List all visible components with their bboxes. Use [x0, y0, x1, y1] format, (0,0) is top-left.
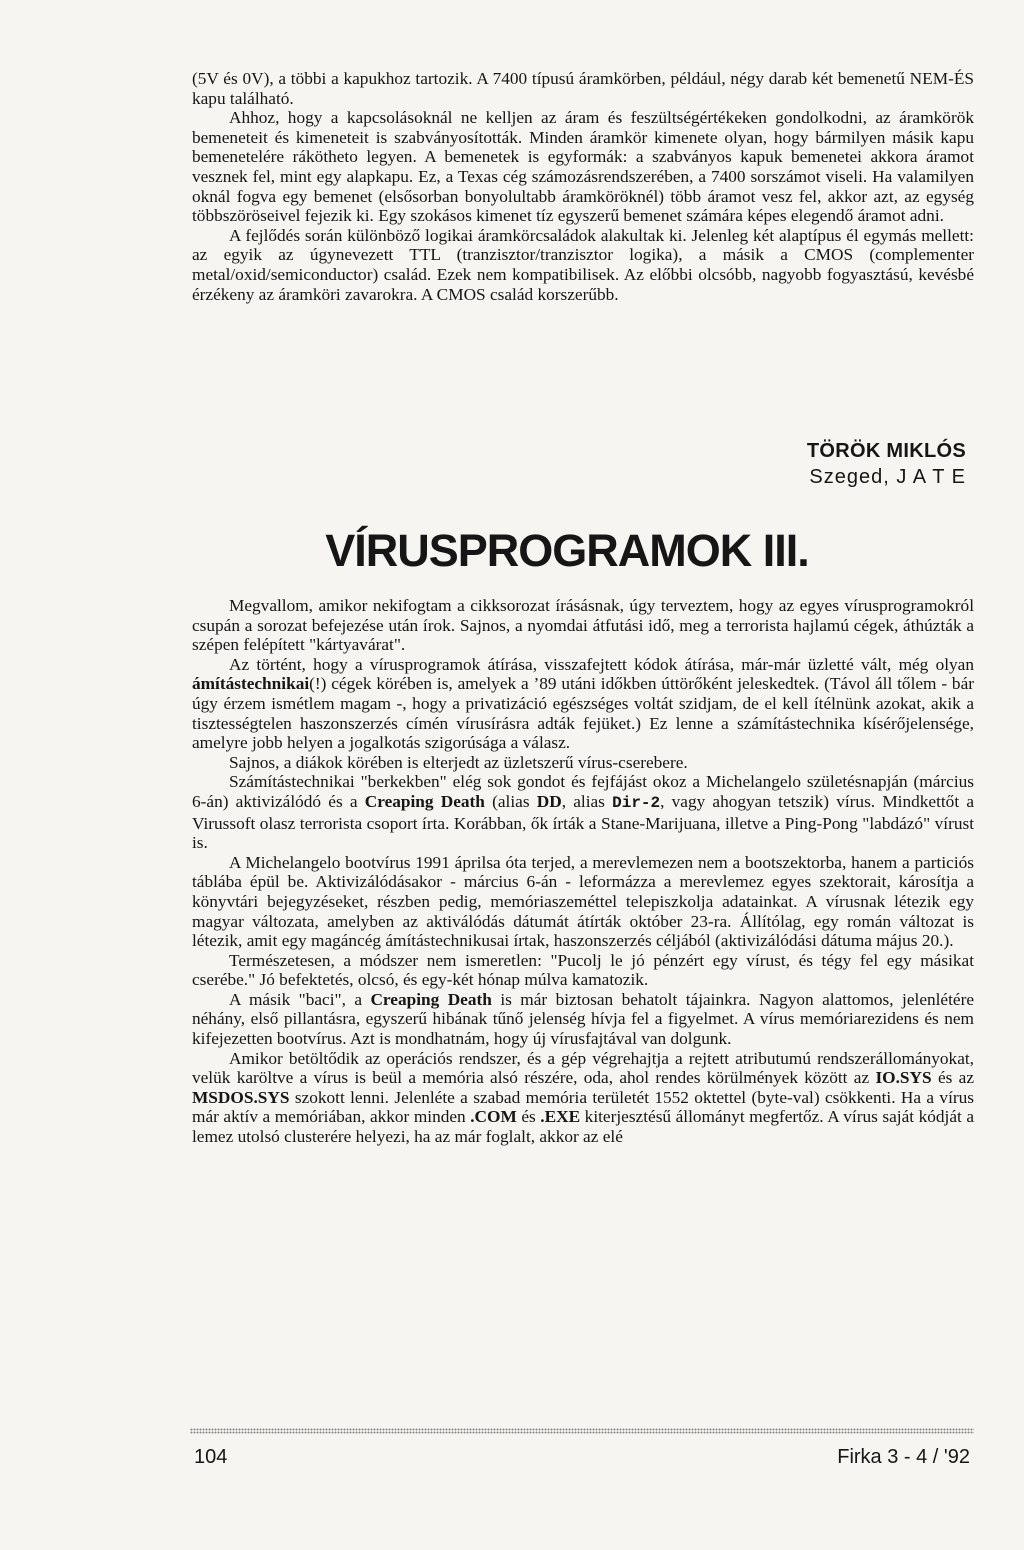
bold-term: .EXE	[540, 1107, 581, 1127]
paragraph	[192, 655, 974, 753]
text-run: (alias	[484, 791, 537, 811]
bold-term: .COM	[470, 1107, 517, 1127]
paragraph	[192, 990, 974, 1049]
bold-term: MSDOS.SYS	[192, 1087, 290, 1107]
page-number: 104	[194, 1446, 228, 1468]
article-title: VÍRUSPROGRAMOK III.	[325, 525, 809, 576]
bold-term: Dir-2	[612, 793, 661, 812]
paragraph: Sajnos, a diákok körében is elterjedt az üzletszerű vírus-cserebere.	[229, 752, 688, 772]
paragraph: A Michelangelo bootvírus 1991 áprilsa óta terjed, a merevlemezen nem a bootszektorba, hanem a particiós táblába épül be. Aktivizálódásakor - március 6-án - leformázza a merevlemez egyes szektorait, károsítja a könyvtári bejegyzéseket, részben pedig, memóriaszeméttel telepiszkolja adatainkat. A vírusnak létezik egy magyar változata, amelyben az aktiválódás dátumát átírták október 23-ra. Állítólag, egy román változat is létezik, amit egy magáncég ámítástechnikusai írtak, haszonszerzés céljából (aktivizálódási dátuma május 20.).	[192, 852, 974, 951]
bold-term: ámítástechnikai	[192, 674, 310, 694]
footer-dotted-rule	[190, 1428, 974, 1434]
text-run: kiterjesztésű állományt megfertőz. A vírus saját kódját a lemez utolsó clusterére helyezi, ha az már foglalt, akkor az elé	[192, 1107, 974, 1147]
text-run: Amikor betöltődik az operációs rendszer, és a gép végrehajtja a rejtett atributumú rendszerállományokat, velük karöltve a vírus is beül a memória alsó részére, oda, ahol rendes körülmények között az	[192, 1048, 974, 1088]
paragraph: A fejlődés során különböző logikai áramkörcsaládok alakultak ki. Jelenleg két alaptípus él egymás mellett: az egyik az úgynevezett TTL (tranzisztor/tranzisztor logika), a másik a CMOS (complementer metal/oxid/semiconductor) család. Ezek nem kompatibilisek. Az előbbi olcsóbb, nagyobb fogyasztású, kevésbé érzékeny az áramköri zavarokra. A CMOS család korszerűbb.	[192, 225, 974, 304]
bold-term: IO.SYS	[875, 1068, 932, 1088]
article-body	[192, 596, 974, 1147]
paragraph: (5V és 0V), a többi a kapukhoz tartozik. A 7400 típusú áramkörben, például, négy darab két bemenetű NEM-ÉS kapu található.	[192, 69, 974, 108]
text-run: (!) cégek körében is, amelyek a ’89 utáni időkben úttörőként jeleskedtek. (Távol áll tőlem - bár úgy érzem ismétlem magam -, hogy a privatizáció egészséges voltát szidjam, de el kell ítélnünk azokat, akik a tisztességtelen haszonszerzés címén vírusírásra adták fejüket.) Ez lenne a számítástechnika kísérőjelensége, amelyre jobb helyen a jogalkotás szigorúsága a válasz.	[192, 674, 974, 753]
text-run: is már biztosan behatolt tájainkra. Nagyon alattomos, jelenlétére néhány, első pillantásra, egyszerű hibának tűnő jelenség hívja fel a figyelmet. A vírus memóriarezidens és nem kifejezetten bootvírus. Azt is mondhatnám, hogy új vírusfajtával van dolgunk.	[192, 989, 974, 1049]
paragraph: Megvallom, amikor nekifogtam a cikksorozat írásásnak, úgy terveztem, hogy az egyes vírusprogramokról csupán a sorozat befejezése után írok. Sajnos, a nyomdai átfutási idő, meg a terrorista hajlamú cégek, áthúzták a szépen felépített "kártyavárat".	[192, 596, 974, 655]
text-run: A másik "baci", a	[229, 989, 371, 1009]
author-name: TÖRÖK MIKLÓS	[806, 440, 966, 462]
paragraph: Természetesen, a módszer nem ismeretlen: "Pucolj le jó pénzért egy vírust, és tégy fel egy másikat cserébe." Jó befektetés, olcsó, és egy-két hónap múlva kamatozik.	[192, 950, 974, 990]
text-run: és	[516, 1107, 541, 1127]
text-run: , alias	[561, 791, 613, 811]
text-run: és az	[931, 1068, 974, 1088]
paragraph	[192, 772, 974, 852]
journal-issue: Firka 3 - 4 / '92	[837, 1446, 970, 1468]
paragraph: Ahhoz, hogy a kapcsolásoknál ne kelljen az áram és feszültségértékeken gondolkodni, az áramkörök bemeneteit és kimeneteit is szabványosították. Minden áramkör kimenete olyan, hogy bármilyen másik kapu bemenetelére rákötheto legyen. A bemenetek is egyformák: a szabványos kapuk bemenetei akkora áramot vesznek fel, mint egy alapkapu. Ez, a Texas cég számozásrendszerében, a 7400 sorszámot viseli. Ha valamilyen oknál fogva egy bemenet (elsősorban bonyolultabb áramköröknél) több áramot vesz fel, akkor azt, az egység többszöröseivel fejezik ki. Egy szokásos kimenet tíz egyszerű bemenet számára képes elegendő áramot adni.	[192, 108, 974, 226]
bold-term: Creaping Death	[370, 989, 492, 1009]
text-run: Számítástechnikai "berkekben" elég sok gondot és fejfájást okoz a Michelangelo születésnapján (március 6-án) aktivizálódó és a	[192, 772, 974, 811]
text-run: , vagy ahogyan tetszik) vírus. Mindkettőt a Virussoft olasz terrorista csoport írta. Korábban, ők írták a Stane-Marijuana, illetve a Ping-Pong "labdázó" vírust is.	[192, 791, 974, 853]
continued-article-text	[192, 69, 974, 304]
author-affiliation: Szeged, J A T E	[809, 466, 966, 488]
bold-term: Creaping Death	[364, 791, 485, 811]
text-run: Az történt, hogy a vírusprogramok átírása, visszafejtett kódok átírása, már-már üzletté vált, még olyan	[229, 654, 974, 674]
bold-term: DD	[536, 791, 562, 811]
paragraph	[192, 1049, 974, 1147]
text-run: szokott lenni. Jelenléte a szabad memória területét 1552 oktettel (byte-val) csökkenti. Ha a vírus már aktív a memóriában, akkor minden	[192, 1087, 974, 1127]
